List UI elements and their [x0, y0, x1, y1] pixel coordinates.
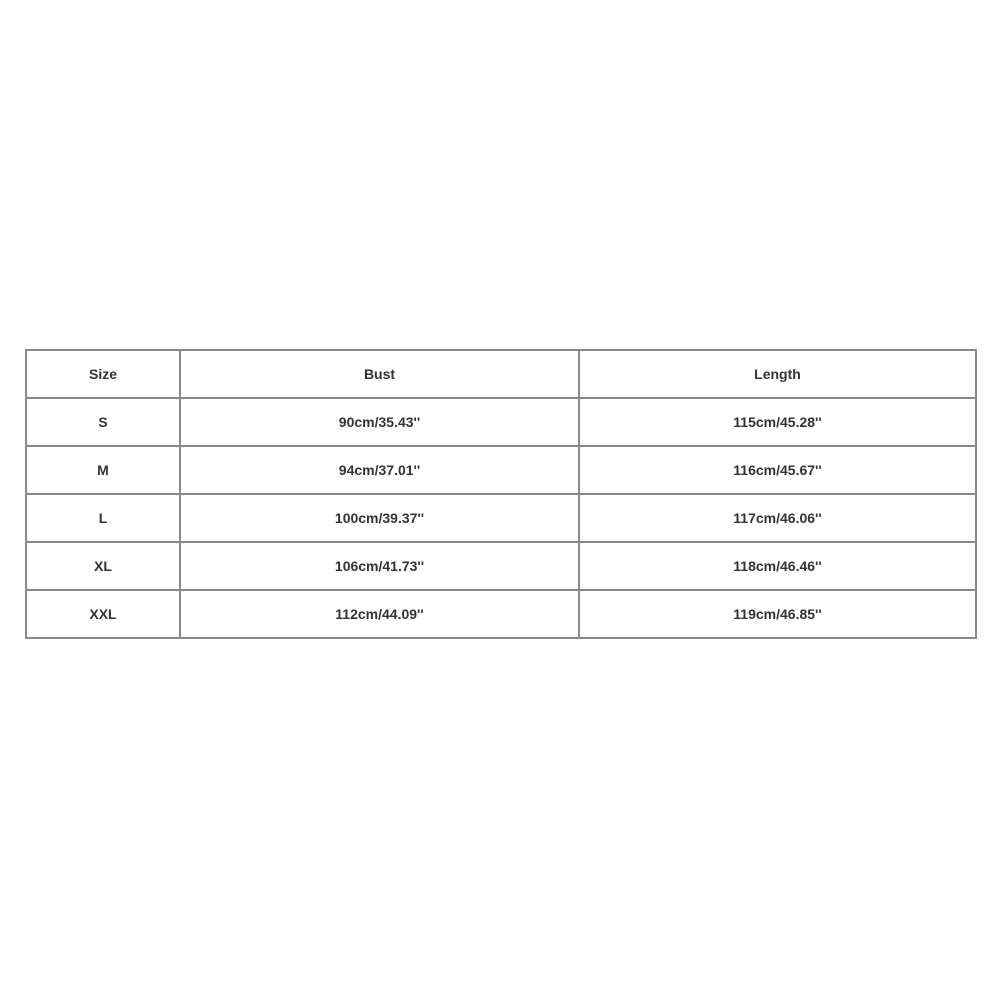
- header-row: [26, 350, 976, 398]
- cell-bust: 100cm/39.37'': [180, 494, 579, 542]
- table-row: [26, 542, 976, 590]
- cell-length: 116cm/45.67'': [579, 446, 976, 494]
- header-length: Length: [579, 350, 976, 398]
- cell-length: 119cm/46.85'': [579, 590, 976, 638]
- cell-length: 115cm/45.28'': [579, 398, 976, 446]
- cell-size: XXL: [26, 590, 180, 638]
- header-size: Size: [26, 350, 180, 398]
- size-chart-table: [25, 349, 977, 639]
- table-row: [26, 494, 976, 542]
- table-row: [26, 446, 976, 494]
- cell-size: S: [26, 398, 180, 446]
- cell-bust: 112cm/44.09'': [180, 590, 579, 638]
- cell-length: 117cm/46.06'': [579, 494, 976, 542]
- cell-bust: 90cm/35.43'': [180, 398, 579, 446]
- header-bust: Bust: [180, 350, 579, 398]
- cell-size: XL: [26, 542, 180, 590]
- cell-bust: 94cm/37.01'': [180, 446, 579, 494]
- cell-size: L: [26, 494, 180, 542]
- table-row: [26, 398, 976, 446]
- cell-size: M: [26, 446, 180, 494]
- table-row: [26, 590, 976, 638]
- cell-bust: 106cm/41.73'': [180, 542, 579, 590]
- cell-length: 118cm/46.46'': [579, 542, 976, 590]
